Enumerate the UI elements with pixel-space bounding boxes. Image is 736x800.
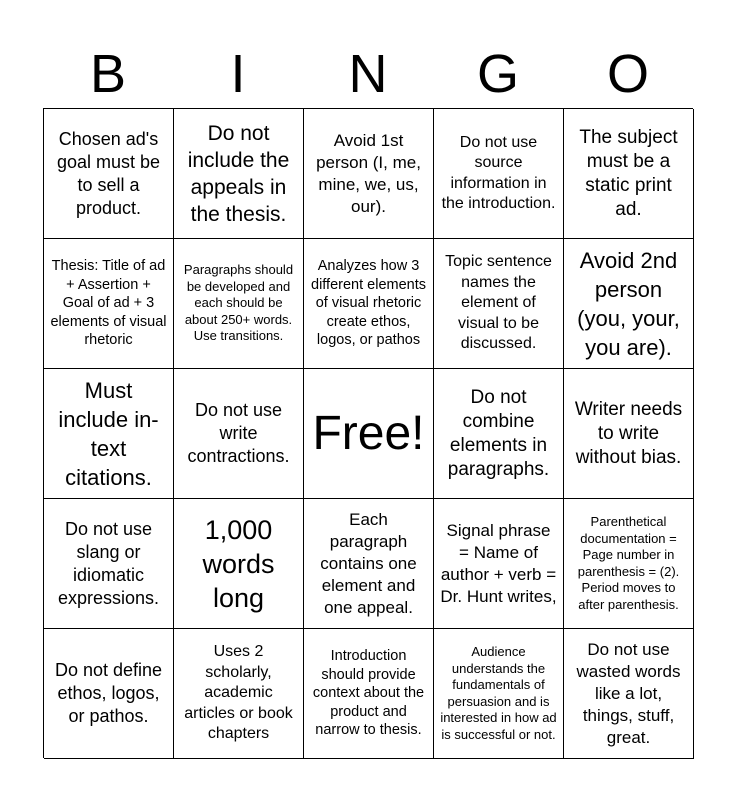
bingo-cell[interactable] [174,239,304,369]
bingo-board [43,108,693,758]
bingo-cell[interactable] [44,109,174,239]
header-letter-n: N [348,44,388,104]
cell-text: Uses 2 scholarly, academic articles or book chapters [184,643,293,743]
bingo-cell[interactable] [564,369,694,499]
cell-text: 1,000 words long [202,514,275,613]
bingo-cell[interactable] [434,629,564,759]
cell-text: Each paragraph contains one element and one appeal. [320,509,417,617]
cell-text: Do not combine elements in paragraphs. [447,386,550,480]
cell-text: Chosen ad's goal must be to sell a product. [56,128,161,218]
cell-text: Parenthetical documentation = Page number in parenthesis = (2). Period moves to after parenthesis. [577,514,680,612]
cell-text: Analyzes how 3 different elements of visual rhetoric create ethos, logos, or pathos [311,258,426,349]
bingo-cell[interactable] [304,629,434,759]
bingo-cell[interactable] [304,109,434,239]
cell-text: Writer needs to write without bias. [574,398,683,468]
cell-text: Audience understands the fundamentals of persuasion and is interested in how ad is successful or not. [440,644,557,742]
header-letter-g: G [476,44,519,104]
bingo-cell[interactable] [434,369,564,499]
cell-text: Do not use source information in the introduction. [441,133,556,212]
cell-text: Do not use slang or idiomatic expressions. [57,518,160,608]
bingo-cell[interactable] [44,629,174,759]
header-letter-o: O [606,44,649,104]
bingo-cell[interactable] [564,109,694,239]
bingo-cell[interactable] [564,629,694,759]
bingo-cell[interactable] [564,239,694,369]
bingo-cell[interactable] [434,239,564,369]
free-space-text: Free! [312,406,425,460]
bingo-header [43,40,693,108]
bingo-cell[interactable] [304,499,434,629]
cell-text: Topic sentence names the element of visual to be discussed. [445,253,552,353]
cell-text: Do not define ethos, logos, or pathos. [54,660,163,726]
bingo-cell[interactable] [434,499,564,629]
cell-text: Introduction should provide context about the product and narrow to thesis. [312,648,425,739]
header-letter-i: I [230,44,246,104]
header-letter-b: B [89,44,127,104]
cell-text: Signal phrase = Name of author + verb = Dr. Hunt writes, [440,520,557,606]
free-space-cell[interactable] [304,369,434,499]
cell-text: Paragraphs should be developed and each should be about 250+ words. Use transitions. [183,262,294,344]
cell-text: Do not use wasted words like a lot, things, stuff, great. [576,639,681,747]
cell-text: Do not use write contractions. [187,400,290,466]
cell-text: Do not include the appeals in the thesis. [187,121,290,226]
bingo-cell[interactable] [44,239,174,369]
cell-text: The subject must be a static print ad. [579,126,678,220]
bingo-cell[interactable] [304,239,434,369]
bingo-cell[interactable] [434,109,564,239]
bingo-cell[interactable] [564,499,694,629]
bingo-cell[interactable] [174,499,304,629]
bingo-cell[interactable] [44,369,174,499]
bingo-cell[interactable] [174,109,304,239]
cell-text: Avoid 1st person (I, me, mine, we, us, our). [316,130,421,216]
cell-text: Thesis: Title of ad + Assertion + Goal of ad + 3 elements of visual rhetoric [50,258,167,349]
bingo-cell[interactable] [174,629,304,759]
bingo-cell[interactable] [44,499,174,629]
bingo-cell[interactable] [174,369,304,499]
cell-text: Avoid 2nd person (you, your, you are). [577,247,680,360]
cell-text: Must include in-text citations. [58,377,159,490]
